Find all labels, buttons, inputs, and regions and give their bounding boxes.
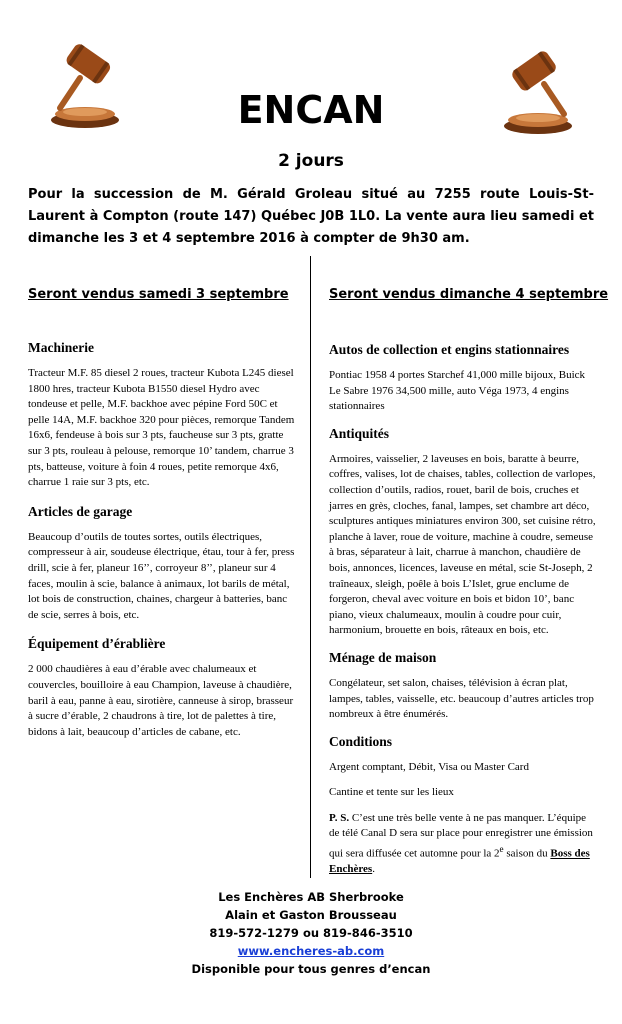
show-name: Boss des Enchères [329,847,590,876]
section-text: Congélateur, set salon, chaises, télévision à écran plat, lampes, tables, vaisselle, etc. beaucoup d’autres articles trop nombreux à être énumérés. [329,676,594,721]
sunday-heading: Seront vendus dimanche 4 septembre [329,287,609,302]
section-title: Machinerie [28,340,94,355]
section-title: Ménage de maison [329,649,437,665]
section-title: Antiquités [329,425,390,441]
section-text: Beaucoup d’outils de toutes sortes, outils électriques, compresseur à air, soudeuse électrique, étau, tour à fer, press drill, scie à fer, planeur 16’’, corroyeur 8’’, planeur sur 4 faces, moulin à scie, balance à animaux, lot barils de métal, lot bois de construction, chaines, chargeur à batteries, banc de scie, serres à bois, etc. [28,530,295,621]
section-title: Articles de garage [28,503,133,519]
saturday-column [28,339,298,750]
section-text: Tracteur M.F. 85 diesel 2 roues, tracteur Kubota L245 diesel 1800 hres, tracteur Kubota B1550 diesel Hydro avec tondeuse et pelle, M.F. backhoe avec pépine Ford 50C et pelle 14A, M.F. backhoe 320 pour pièces, remorque Tandem 16x6, fendeuse à bois sur 3 pts, faucheuse sur 3 pts, gratte sur 3 pts, rouleau à pelouse, remorque 10’ tandem, charrue 3 pts, batteuse, voiture à foin 4 roues, petite remorque 4x6, charrue 1 raie sur 3 pts, etc. [28,367,295,489]
section-text: 2 000 chaudières à eau d’érable avec chalumeaux et couvercles, bouilloire à eau Champion, laveuse à chaudière, baril à eau, panne à eau, sirotière, canneuse à sirop, brasseur à sucre d’érable, 2 chaudrons à tire, lot de palettes à tire, bidons à lait, beaucoup d’articles de cabane, etc. [28,663,294,738]
section-title: Conditions [329,733,393,749]
sunday-column [329,341,599,888]
section-text: Armoires, vaisselier, 2 laveuses en bois, baratte à beurre, coffres, valises, lot de chaises, tables, collection de varlopes, collection d’outils, radios, rouet, baril de bois, cruches et jarres en grès, cloches, fanal, lampes, set chambre art déco, sculptures antiques miniatures environ 300, set cuisine rétro, planche à laver, roue de voiture, machine à coudre, semeuse à bras, séparateur à lait, charrue à manchon, chaudière de bois, annonces, licences, laveuse en métal, scie St-Joseph, 2 traîneaux, sleigh, poêle à bois L’Islet, grue enclume de forgeron, cheval avec voiture en bois et bidon 10’, banc piano, vieux chalumeaux, moulin à coudre pour cuir, harmonium, brouette en bois, râteaux en bois, etc. [329,452,596,637]
ps-label: P. S. [329,811,350,824]
company-name: Les Enchères AB Sherbrooke [218,890,404,904]
section-text: Pontiac 1958 4 portes Starchef 41,000 mille bijoux, Buick Le Sabre 1976 34,500 mille, auto Véga 1973, 4 engins stationnaires [329,369,586,413]
subtitle: 2 jours [278,151,344,171]
ps-text: C’est une très belle vente à ne pas manquer. L’équipe de télé Canal D sera sur place pour enregistrer une émission qui sera diffusée cet automne pour la 2 [329,811,593,860]
conditions-canteen: Cantine et tente sur les lieux [329,786,454,799]
auctioneer-names: Alain et Gaston Brousseau [225,908,397,922]
phone-numbers: 819-572-1279 ou 819-846-3510 [209,926,413,940]
column-divider [310,256,311,878]
saturday-heading: Seront vendus samedi 3 septembre [28,287,289,302]
ps-paragraph [329,811,599,878]
website-link[interactable]: www.encheres-ab.com [237,944,385,958]
page-title: ENCAN [237,88,385,132]
ps-mid: saison du [503,847,551,860]
ps-superscript: e [499,844,504,855]
section-title: Équipement d’érablière [28,636,166,652]
footer [0,888,622,978]
tagline: Disponible pour tous genres d’encan [191,962,431,976]
conditions-payment: Argent comptant, Débit, Visa ou Master Card [329,760,529,773]
intro-paragraph: Pour la succession de M. Gérald Groleau situé au 7255 route Louis-St-Laurent à Compton (route 147) Québec J0B 1L0. La vente aura lieu samedi et dimanche les 3 et 4 septembre 2016 à compter de 9h30 am. [28,187,594,246]
section-title: Autos de collection et engins stationnaires [329,342,570,357]
ps-end: . [372,863,375,876]
